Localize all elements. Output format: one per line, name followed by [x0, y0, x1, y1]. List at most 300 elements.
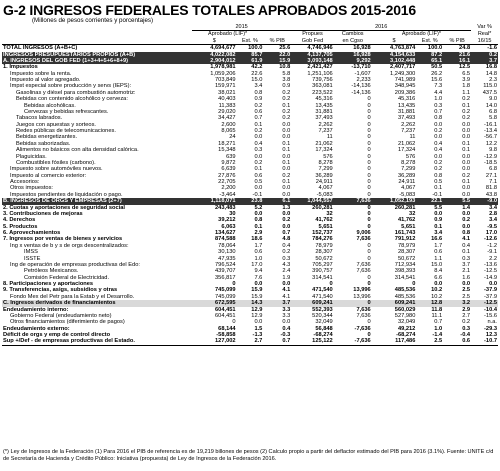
cell-value: 2.7 [462, 312, 471, 319]
cell-value: -1,607 [354, 70, 371, 77]
cell-value: 50,672 [315, 255, 333, 262]
cell-value: 0.1 [282, 179, 291, 185]
cell-value: 17.0 [485, 230, 497, 236]
header-aprobado-2016: Aprobado (LIF)* [401, 31, 441, 38]
cell-value: 314,541 [394, 274, 416, 281]
cell-value: 0.7 [434, 319, 443, 326]
cell-value: 0.0 [462, 134, 471, 141]
cell-value: 0.2 [254, 128, 263, 134]
cell-value: 0.9 [434, 217, 443, 224]
row-label: 9. Transferencias, asigs, subsidios y otras [3, 287, 118, 294]
header-real: Real* [477, 31, 492, 38]
cell-value: 6,639 [221, 166, 236, 173]
cell-value: 1.0 [434, 325, 443, 332]
row-label: B. INGRESOS DE ORGS Y EMPRESAS (2+7) [2, 198, 192, 204]
cell-value: 159,971 [215, 83, 236, 90]
cell-value: 0.2 [254, 159, 263, 166]
cell-value: 4.1 [462, 236, 471, 243]
cell-value: 12.3 [485, 332, 497, 338]
cell-value: 7,237 [401, 128, 416, 134]
cell-value: 16.6 [431, 236, 443, 243]
cell-value: 1,978,981 [210, 64, 236, 71]
cell-value: 1.1 [434, 255, 443, 262]
cell-value: -12.5 [471, 300, 498, 306]
cell-value: -5,083 [316, 191, 333, 198]
cell-value: 356,817 [215, 274, 236, 281]
cell-value: 3.8 [282, 77, 291, 83]
cell-value: 37,493 [397, 115, 416, 122]
cell-value: 4,022,082 [192, 52, 237, 58]
cell-value: 8,065 [221, 128, 236, 134]
cell-value: 7.3 [434, 83, 443, 90]
cell-value: 520,344 [312, 312, 333, 319]
cell-value: 37,493 [315, 115, 333, 122]
cell-value: 56,848 [315, 325, 333, 332]
cell-value: 7,636 [356, 268, 371, 275]
cell-value: 22.6 [251, 70, 263, 77]
row-label: Impuesto sobre la renta. [10, 70, 72, 77]
row-label: Impst especial sobre producción y servs (IEPS): [10, 83, 132, 90]
cell-value: 1.3 [282, 204, 291, 211]
cell-value: 0 [367, 217, 371, 224]
cell-value: 81.8 [485, 185, 497, 192]
cell-value: 2.5 [462, 293, 471, 300]
cell-value: 0.0 [282, 121, 291, 128]
row-label: Combustibles fósiles (carbono). [16, 159, 96, 166]
cell-value: 2.9 [254, 230, 263, 236]
cell-value: 36,289 [315, 172, 333, 179]
cell-value: -9.5 [487, 223, 497, 230]
cell-value: 712,934 [394, 261, 416, 268]
cell-value: 0.2 [462, 217, 471, 224]
cell-value: -14,136 [351, 83, 371, 90]
col-header: % PIB [443, 38, 471, 45]
cell-value: 5.8 [489, 115, 497, 122]
cell-value: 0.2 [434, 128, 443, 134]
cell-value: 609,241 [291, 300, 333, 306]
cell-value: 0.6 [462, 338, 471, 345]
cell-value: 5,651 [401, 223, 416, 230]
cell-value: 0.6 [254, 108, 263, 115]
cell-value: 1.7 [254, 242, 263, 249]
cell-value: 0.0 [462, 223, 471, 230]
cell-value: 6.8 [489, 108, 497, 115]
col-header: $ [192, 38, 237, 45]
cell-value: 9,872 [221, 159, 236, 166]
row-label: TOTAL INGRESOS (A+B+C) [3, 45, 78, 52]
row-label: Otros financiamientos (diferimiento de pagos) [10, 319, 125, 326]
cell-value: 0 [367, 159, 371, 166]
row-label: Bebidas alcohólicas. [24, 102, 76, 109]
row-label: Accesorios: [10, 179, 40, 185]
cell-value: 5.8 [282, 70, 291, 77]
col-header: % PIB [263, 38, 291, 45]
cell-value: 363,081 [312, 83, 333, 90]
row-label: Plaguicidas. [16, 153, 47, 160]
footnote: (*) Ley de Ingresos de la Federación (1) Para 2016 el PIB de referencia es de 19,219 billones de pesos (2) Calculo propio a partir del deflactor estimado del PIB para 2016 (3.1%). Fuente: UNITE c/d de Secretaría de Hacienda y Crédito Público: Iniciativa (propuesta) de Ley de Ingresos de la Federación 2016. [3, 449, 494, 462]
row-label: 7. Ingresos por ventas de bienes y servicios [3, 236, 123, 243]
cell-value: 609,241 [372, 300, 417, 306]
cell-value: -3,464 [219, 191, 236, 198]
cell-value: 0 [367, 153, 371, 160]
cell-value: 0 [367, 210, 371, 217]
cell-value: 134,627 [215, 230, 236, 236]
cell-value: 0.0 [434, 153, 443, 160]
cell-value: 745,099 [215, 293, 236, 300]
cell-value: 314,541 [312, 274, 333, 281]
cell-value: 2.2 [489, 255, 497, 262]
cell-value: 0.0 [462, 166, 471, 173]
cell-value: 7,299 [401, 166, 416, 173]
cell-value: 0.1 [254, 121, 263, 128]
cell-value: 2.5 [434, 338, 443, 345]
cell-value: 0.0 [254, 281, 263, 287]
cell-value: 0.0 [282, 210, 291, 217]
cell-value: 2.3 [489, 77, 497, 83]
cell-value: 117,486 [395, 338, 416, 345]
cell-value: 0.8 [254, 89, 263, 96]
row-label: 1. Impuestos [3, 64, 38, 71]
cell-value: 560,029 [394, 306, 416, 313]
row-label: Bebidas energetizantes. [16, 134, 78, 141]
cell-value: 21.6 [443, 52, 471, 58]
cell-value: 437.5 [482, 89, 497, 96]
cell-value: 2,200 [221, 185, 236, 192]
cell-value: 11 [326, 134, 333, 141]
cell-value: 874,588 [215, 236, 236, 243]
cell-value: 0.1 [434, 223, 443, 230]
cell-value: 0.1 [282, 102, 291, 109]
row-label: 5. Productos [3, 223, 38, 230]
table-row [2, 338, 498, 345]
cell-value: 65.1 [416, 58, 443, 64]
cell-value: 28,307 [397, 249, 416, 256]
cell-value: 0.1 [462, 140, 471, 147]
cell-value: 11 [409, 134, 416, 141]
cell-value: 16,928 [353, 45, 371, 52]
cell-value: 15.9 [251, 293, 263, 300]
cell-value: 0.2 [462, 96, 471, 103]
cell-value: 0.2 [471, 52, 498, 58]
row-label: Otros impuestos: [10, 185, 53, 192]
cell-value: 0.2 [282, 108, 291, 115]
row-label: INGRESOS PRESUPUESTARIOS PROPIOS (A+B) [2, 52, 192, 58]
cell-value: 40,403 [218, 96, 236, 103]
cell-value: 7,636 [356, 306, 371, 313]
row-label: Déficit de orgs y emp de control directo [3, 332, 111, 338]
cell-value: 0 [367, 96, 371, 103]
cell-value: 12.8 [416, 300, 443, 306]
row-label: Endeudamiento externo: [3, 325, 70, 332]
cell-value: 3.2 [443, 300, 471, 306]
cell-value: 15.0 [431, 261, 443, 268]
row-label: Gobierno Federal (endeudamiento neto) [10, 312, 112, 319]
cell-value: 1.4 [462, 204, 471, 211]
cell-value: 34,427 [218, 115, 236, 122]
row-label: 4. Derechos [3, 217, 36, 224]
row-label: Redes públicas de telecomunicaciones. [16, 128, 116, 134]
cell-value: 604,451 [215, 306, 236, 313]
cell-value: 21,062 [315, 140, 333, 147]
cell-value: -14,136 [351, 89, 371, 96]
cell-value: 12.5 [459, 64, 471, 71]
cell-value: 703,849 [215, 77, 236, 83]
cell-value: 3.4 [489, 217, 497, 224]
cell-value: 3.3 [282, 306, 291, 313]
cell-value: 0.1 [254, 166, 263, 173]
cell-value: 0.3 [434, 102, 443, 109]
cell-value: 17,324 [315, 147, 333, 154]
cell-value: 0.0 [462, 185, 471, 192]
cell-value: 2,262 [401, 121, 416, 128]
cell-value: 31,881 [397, 108, 416, 115]
cell-value: 7,636 [356, 236, 371, 243]
cell-value: 0.1 [282, 140, 291, 147]
cell-value: 3,093,148 [291, 58, 333, 64]
cell-value: 0.0 [434, 121, 443, 128]
cell-value: -0.3 [280, 332, 291, 338]
cell-value: 78,064 [218, 242, 236, 249]
cell-value: -1.2 [487, 242, 497, 249]
cell-value: 9.8 [489, 147, 497, 154]
cell-value: 15.0 [251, 77, 263, 83]
cell-value: 26.2 [431, 70, 443, 77]
cell-value: 22.1 [416, 198, 443, 204]
cell-value: 8,278 [318, 159, 333, 166]
header-row-sub [2, 31, 498, 38]
cell-value: 0.0 [282, 191, 291, 198]
header-propues: Propues [302, 31, 323, 38]
cell-value: 1,044,557 [291, 198, 333, 204]
page-subtitle: (Millones de pesos corrientes y porcentajes) [32, 17, 154, 24]
cell-value: 745,099 [215, 287, 236, 294]
cell-value: 0 [367, 172, 371, 179]
cell-value: 1,118,071 [192, 198, 237, 204]
cell-value: 13,996 [353, 293, 371, 300]
row-label: Tabacos labrados. [16, 115, 63, 122]
cell-value: 32 [409, 210, 416, 217]
cell-value: 0.2 [282, 115, 291, 122]
cell-value: 0.0 [434, 281, 443, 287]
cell-value: 27,876 [218, 172, 236, 179]
cell-value: 0.0 [282, 319, 291, 326]
cell-value: 705,297 [312, 261, 333, 268]
row-label: Gasolinas y diésel para combustión automotriz: [16, 89, 136, 96]
row-label: Juegos con apuestas y sorteos. [16, 121, 96, 128]
cell-value: 0.8 [462, 230, 471, 236]
cell-value: -9.1 [487, 249, 497, 256]
cell-value: 0 [367, 255, 371, 262]
cell-value: 0 [334, 300, 372, 306]
cell-value: 0.0 [434, 134, 443, 141]
col-header: 16/15 [471, 38, 498, 45]
cell-value: 0.4 [282, 242, 291, 249]
row-label: 3. Contribuciones de mejoras [3, 210, 83, 217]
cell-value: 45,316 [315, 96, 333, 103]
cell-value: 50.5 [431, 64, 443, 71]
cell-value: 485,536 [394, 293, 416, 300]
cell-value: 50,672 [397, 255, 416, 262]
cell-value: 32 [326, 210, 333, 217]
cell-value: 0.5 [434, 179, 443, 185]
cell-value: -13.6 [484, 261, 497, 268]
cell-value: 0 [367, 191, 371, 198]
cell-value: 85.7 [237, 52, 264, 58]
cell-value: 24,911 [315, 179, 333, 185]
cell-value: 3.7 [462, 261, 471, 268]
cell-value: 10.2 [431, 293, 443, 300]
cell-value: 7,636 [356, 312, 371, 319]
cell-value: -0.4 [460, 332, 471, 338]
cell-value: 10.8 [279, 64, 291, 71]
cell-value: -16.1 [484, 121, 497, 128]
cell-value: 6.1 [263, 198, 291, 204]
cell-value: 0 [367, 332, 371, 338]
cell-value: -10.7 [484, 338, 497, 345]
cell-value: 49,212 [397, 325, 416, 332]
row-label: 2. Cuotas y aportaciones de seguridad social [3, 204, 126, 211]
cell-value: 527,980 [394, 312, 416, 319]
cell-value: 1,249,300 [390, 70, 416, 77]
cell-value: 38,021 [218, 89, 236, 96]
cell-value: 15,348 [218, 147, 236, 154]
cell-value: 28,307 [315, 249, 333, 256]
cell-value: 0.0 [462, 281, 471, 287]
row-label: Endeudamiento interno: [3, 306, 69, 313]
cell-value: 0.2 [282, 96, 291, 103]
cell-value: 0 [367, 166, 371, 173]
cell-value: 47,935 [218, 255, 236, 262]
cell-value: 4.1 [282, 293, 291, 300]
cell-value: 1.0 [434, 96, 443, 103]
cell-value: 0 [367, 204, 371, 211]
cell-value: 41,762 [315, 217, 333, 224]
cell-value: 0.0 [434, 210, 443, 217]
cell-value: 6.8 [489, 166, 497, 173]
row-label: Bebidas saborizadas. [16, 140, 71, 147]
cell-value: 796,524 [215, 261, 236, 268]
cell-value: 0.2 [434, 159, 443, 166]
cell-value: 15.9 [251, 287, 263, 294]
cell-value: 576 [323, 153, 333, 160]
header-cambios: Cambios [341, 31, 364, 38]
cell-value: 2,421,427 [307, 64, 333, 71]
cell-value: 0.7 [254, 115, 263, 122]
cell-value: 0 [232, 281, 236, 287]
cell-value: -1.6 [487, 45, 497, 52]
cell-value: 25.6 [279, 45, 291, 52]
cell-value: 0 [367, 223, 371, 230]
cell-value: 1.9 [282, 274, 291, 281]
cell-value: 0.0 [282, 153, 291, 160]
cell-value: 0.0 [254, 319, 263, 326]
cell-value: 0 [367, 128, 371, 134]
revenue-table [2, 24, 498, 346]
cell-value: 1.0 [254, 255, 263, 262]
cell-value: 741,989 [394, 77, 416, 83]
cell-value: 0.0 [254, 210, 263, 217]
cell-value: 784,276 [312, 236, 333, 243]
cell-value: 0.0 [462, 128, 471, 134]
cell-value: 0 [367, 179, 371, 185]
cell-value: 0.2 [282, 249, 291, 256]
col-header: Est. % [416, 38, 443, 45]
cell-value: 1.8 [462, 83, 471, 90]
cell-value: 5.5 [443, 198, 471, 204]
cell-value: 791,912 [394, 236, 416, 243]
cell-value: 1,052,193 [372, 198, 417, 204]
cell-value: -7,636 [354, 338, 371, 345]
cell-value: 9.4 [254, 268, 263, 275]
cell-value: 1.5 [254, 325, 263, 332]
cell-value: 22,705 [218, 179, 236, 185]
cell-value: 4,746,946 [307, 45, 333, 52]
cell-value: 39,212 [218, 217, 236, 224]
cell-value: 0 [367, 185, 371, 192]
col-header: $ [372, 38, 417, 45]
cell-value: 1.1 [462, 89, 471, 96]
cell-value: 87.2 [416, 52, 443, 58]
cell-value: -5,083 [399, 191, 416, 198]
cell-value: 0.3 [254, 147, 263, 154]
cell-value: 4.1 [282, 287, 291, 294]
cell-value: 209,386 [394, 89, 416, 96]
cell-value: 0.0 [254, 185, 263, 192]
cell-value: 0.0 [462, 153, 471, 160]
cell-value: 0.3 [282, 255, 291, 262]
cell-value: 36,289 [397, 172, 416, 179]
cell-value: 552,393 [312, 306, 333, 313]
cell-value: 2.4 [282, 268, 291, 275]
cell-value: 0.1 [282, 159, 291, 166]
cell-value: 0.0 [462, 121, 471, 128]
cell-value: -12.5 [484, 268, 497, 275]
cell-value: 68,144 [218, 325, 236, 332]
cell-value: 739,756 [312, 77, 333, 83]
cell-value: 0.8 [254, 217, 263, 224]
cell-value: 0.3 [462, 325, 471, 332]
cell-value: 0.6 [434, 249, 443, 256]
cell-value: 0.1 [434, 185, 443, 192]
row-label: C. Ingresos derivados de financiamientos [2, 300, 192, 306]
cell-value: 12.2 [485, 140, 497, 147]
row-label: Impuesto al comercio exterior: [10, 172, 87, 179]
cell-value: -13.4 [484, 128, 497, 134]
cell-value: 7,636 [334, 198, 372, 204]
cell-value: 0.2 [282, 89, 291, 96]
cell-value: 2.1 [462, 268, 471, 275]
cell-value: 1.7 [434, 242, 443, 249]
col-header: Est. % [237, 38, 264, 45]
cell-value: 152,737 [312, 230, 333, 236]
cell-value: 0 [367, 319, 371, 326]
cell-value: 13,435 [397, 102, 416, 109]
cell-value: 31,881 [315, 108, 333, 115]
cell-value: 11,383 [218, 102, 236, 109]
cell-value: 29,020 [218, 108, 236, 115]
cell-value: -29.3 [484, 325, 497, 332]
cell-value: 0.0 [254, 153, 263, 160]
cell-value: 78,979 [397, 242, 416, 249]
cell-value: 4,067 [318, 185, 333, 192]
cell-value: 1,059,206 [210, 70, 236, 77]
cell-value: 2,233 [356, 77, 371, 83]
cell-value: 9.0 [489, 96, 497, 103]
cell-value: 24,911 [398, 179, 416, 185]
cell-value: -10.4 [484, 306, 497, 313]
row-label: Impuestos pendientes de liquidación o pago. [10, 191, 123, 198]
cell-value: 4,694,677 [210, 45, 236, 52]
